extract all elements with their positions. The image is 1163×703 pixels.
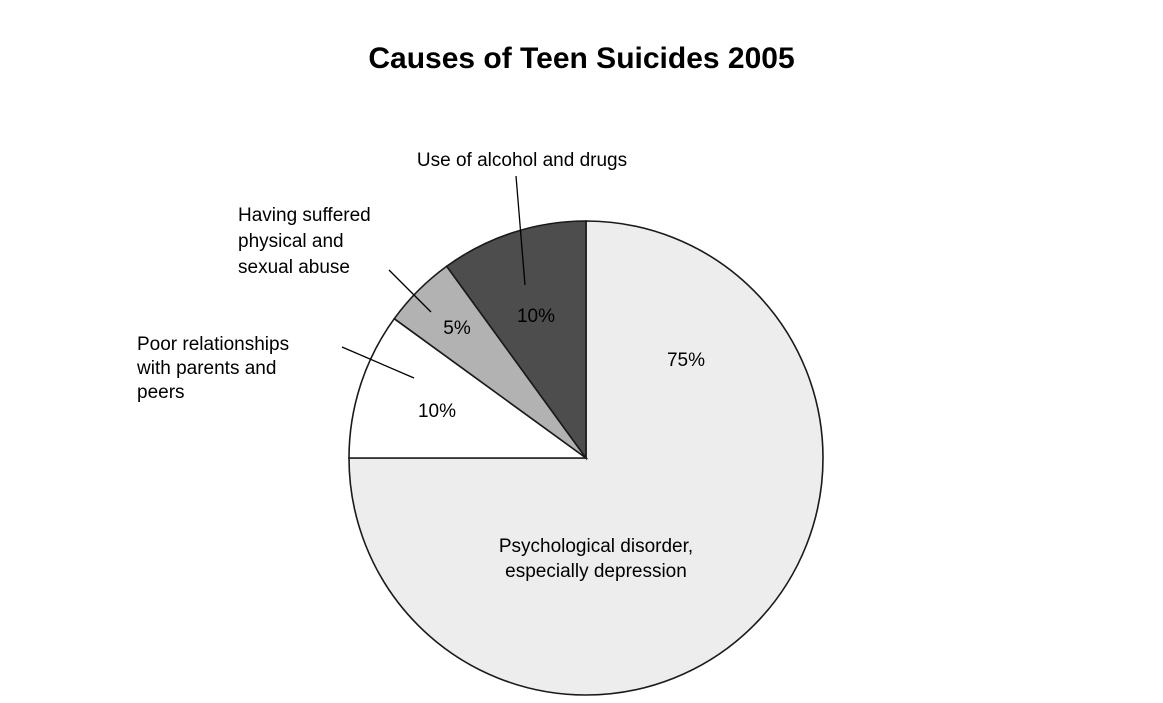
slice-value-label: 10% — [516, 306, 556, 327]
slice-category-label: Use of alcohol and drugs — [416, 150, 628, 171]
slice-value-label: 5% — [443, 318, 471, 339]
slice-value-label: 10% — [417, 401, 457, 422]
slice-category-label: Having suffered physical and sexual abuse — [238, 205, 371, 278]
chart-title: Causes of Teen Suicides 2005 — [368, 42, 795, 75]
slice-category-label: Poor relationships with parents and peers — [137, 334, 290, 403]
slice-value-label: 75% — [666, 350, 706, 371]
slice-category-label: Psychological disorder, especially depression — [498, 536, 694, 582]
